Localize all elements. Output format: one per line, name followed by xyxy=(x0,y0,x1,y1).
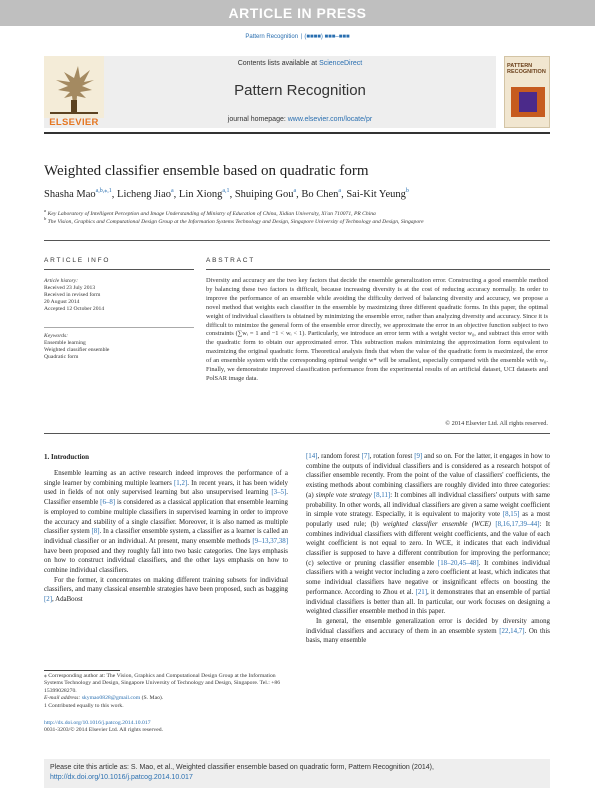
author-separator: , xyxy=(229,189,235,200)
history-accepted: Accepted 12 October 2014 xyxy=(44,306,105,312)
author-name: Lin Xiong xyxy=(178,189,223,200)
body-text: , rotation forest xyxy=(369,453,415,460)
affiliation-a-marker: a xyxy=(44,208,47,213)
paragraph xyxy=(44,469,288,576)
contents-availability xyxy=(104,60,496,67)
doi-link[interactable]: http://dx.doi.org/10.1016/j.patcog.2014.10.017 xyxy=(44,720,151,726)
body-text: , random forest xyxy=(317,453,362,460)
author-name: Bo Chen xyxy=(301,189,339,200)
citation-link[interactable]: [1,2] xyxy=(173,479,188,487)
body-text: : It combines all individual classifiers' outputs with same probability. In other words, all individual classifiers are given a same weight coefficient in simple vote strategy. Especially, it is equivalent to majority vote xyxy=(306,491,550,519)
author-name: Licheng Jiao xyxy=(117,189,171,200)
email-suffix: (S. Mao). xyxy=(140,695,164,702)
body-text: : It combines individual classifiers with different weight coefficients, and the value of each weight coefficient is not equal to zero. In WCE, it indicates that each individual classifier is supposed to have a different contribution for improving the performance; (c) selective or pruning classifier ensemble xyxy=(306,520,550,567)
emphasis-text: weighted classifier ensemble (WCE) xyxy=(383,520,491,528)
history-revised-label: Received in revised form xyxy=(44,292,101,298)
keyword: Ensemble learning xyxy=(44,340,86,346)
citation-link[interactable]: [22,14,7] xyxy=(499,627,525,635)
info-separator xyxy=(44,327,194,328)
citation-link[interactable]: [6–8] xyxy=(100,499,116,507)
footnote-rule xyxy=(44,670,120,671)
author-name: Shasha Mao xyxy=(44,189,96,200)
introduction-right-column xyxy=(306,452,550,646)
body-text: as a most popularly used rule; (b) xyxy=(306,511,550,528)
author-name: Shuiping Gou xyxy=(234,189,294,200)
citation-box xyxy=(44,759,550,788)
email-link[interactable]: skymao0828@gmail.com xyxy=(81,695,141,702)
homepage-link[interactable]: www.elsevier.com/locate/pr xyxy=(287,116,373,123)
citation-link[interactable]: [9] xyxy=(414,453,423,460)
body-text: . It combines individual classifiers with a weight vector including a zero coefficient at least, which indicates that some individual classifiers have negative or insignificant effects on boosting the performance. According to Zhou et al. xyxy=(306,559,550,596)
citation-link[interactable]: [2] xyxy=(44,596,53,604)
keyword: Weighted classifier ensemble xyxy=(44,347,110,353)
body-text: Ensemble learning as an active research indeed improves the performance of a single learner by combining multiple learners xyxy=(44,470,288,487)
journal-name: Pattern Recognition xyxy=(234,82,366,99)
abstract-rule xyxy=(206,269,550,270)
author-affiliation-marker[interactable]: a xyxy=(171,188,174,194)
issn-line: 0031-3203/© 2014 Elsevier Ltd. All rights reserved. xyxy=(44,727,163,734)
body-text: and so on. For the latter, it engages in how to combine the outputs of individual classifiers and is considered as a research hotspot of classifier ensemble recently. From the point of the value of classifiers' coefficients, the existing methods about combining classifiers are roughly divided into three categories: (a) xyxy=(306,453,550,499)
footnotes xyxy=(44,673,288,710)
author-separator: , xyxy=(341,189,347,200)
header-divider xyxy=(44,132,550,134)
introduction-left-column xyxy=(44,469,288,605)
cover-artwork xyxy=(511,87,545,117)
keyword: Quadratic form xyxy=(44,354,79,360)
citation-link[interactable]: [8,15] xyxy=(502,511,520,519)
body-text: . In a classifier ensemble system, a classifier as a learner is called an individual classifier or an individual. At present, many ensemble methods xyxy=(44,528,288,545)
author-name: Sai-Kit Yeung xyxy=(346,189,406,200)
citation-link[interactable]: [7] xyxy=(361,453,370,460)
abstract-text: Diversity and accuracy are the two key factors that decide the ensemble generalization error. Constructing a good ensemble method by balancing these two factors is difficult, because increasing diversity is at the cost of reducing accuracy normally. In order to improve the performance of an ensemble while avoiding the difficulty derived of balancing diversity and accuracy, we propose a novel method that weights each classifier in the ensemble by maximizing three different quadratic forms. In this paper, the optimal weight of individual classifiers is obtained by minimizing the ensemble error, rather than analyzing diversity and accuracy. Since it is difficult to minimize the general form of the ensemble error directly, we approximate the error in an objective function subject to two constraints (∑wᵢ = 1 and −1 < wᵢ < 1). Particularly, we introduce an error term with a weight vector w₀, and subtract this error with the quadratic form to obtain our approximated error. This subtraction makes minimizing the approximation form equivalent to maximizing the original quadratic form. Theoretical analysis finds that when the value of the quadratic form is maximized, the error of an ensemble system with the corresponding optimal weight w* will be smallest, especially compared with the ensemble with w₀. Finally, we demonstrate improved classification performance from the experimental results of an artificial dataset, UCI datasets and PolSAR image data. xyxy=(206,277,548,382)
introduction-heading: 1. Introduction xyxy=(44,453,89,461)
article-in-press-banner: ARTICLE IN PRESS xyxy=(0,0,595,26)
article-info-heading: ARTICLE INFO xyxy=(44,257,111,264)
body-text: , it demonstrates that an ensemble of partial individual classifiers is better than all. In particular, our work focuses on designing a weighted classifier ensemble method in this paper. xyxy=(306,588,550,616)
sciencedirect-link[interactable]: ScienceDirect xyxy=(319,60,363,67)
history-received: Received 23 July 2013 xyxy=(44,285,96,291)
history-label: Article history: xyxy=(44,278,79,284)
author-separator: , xyxy=(296,189,302,200)
citation-link[interactable]: [14] xyxy=(306,453,318,460)
publisher-name: ELSEVIER xyxy=(49,117,99,128)
citation-link[interactable]: [8,16,17,39–44] xyxy=(495,520,540,528)
paragraph xyxy=(306,617,550,646)
paragraph xyxy=(44,576,288,605)
abstract-divider xyxy=(44,433,550,434)
paragraph xyxy=(306,452,550,617)
author-affiliation-marker[interactable]: b xyxy=(405,188,409,194)
author-affiliation-marker[interactable]: a xyxy=(293,188,297,194)
body-text: In general, the ensemble generalization error is decided by diversity among individual classifiers and accuracy of them in an ensemble system xyxy=(306,617,550,635)
author-affiliation-marker[interactable]: a xyxy=(338,188,342,194)
affiliation-b xyxy=(44,215,550,226)
keywords xyxy=(44,333,194,361)
email-label: E-mail address: xyxy=(44,695,82,702)
citation-link[interactable]: [3–5] xyxy=(271,489,287,497)
body-text: . Classifier ensemble xyxy=(44,489,288,507)
body-text: . On this basis, many ensemble xyxy=(306,627,550,645)
author-list xyxy=(44,187,550,200)
affiliation-divider xyxy=(44,240,550,241)
affiliation-b-text: The Vision, Graphics and Computational Design Group at the Information Systems Technology and Design, Singapore University of Technology and Design, Singapore xyxy=(47,218,424,225)
article-history xyxy=(44,278,194,313)
body-text: For the former, it concentrates on making different training subsets for individual classifiers, and many classical ensemble strategies have been proposed, such as bagging xyxy=(44,576,288,594)
abstract-heading: ABSTRACT xyxy=(206,257,256,264)
history-revised-date: 20 August 2014 xyxy=(44,299,80,305)
cover-title: PATTERN RECOGNITION xyxy=(507,63,546,75)
body-text: is considered as a classical application that ensemble learning is employed to combine multiple classifiers in supervised learning in order to improve the accuracy and stability of a single classifier. Moreover, it is also named as multiple classifier system xyxy=(44,499,288,536)
contents-prefix: Contents lists available at xyxy=(237,60,320,67)
body-text: . In recent years, it has been widely used in fields of not only supervised learning but also unsupervised learning xyxy=(44,479,288,497)
journal-homepage xyxy=(104,116,496,123)
corresponding-author-note: ⁎ Corresponding author at: The Vision, Graphics and Computational Design Group at the Information Systems Technology and Design, Singapore University of Technology and Design, Singapore. Tel.: +86 15399028270. xyxy=(44,673,281,694)
copyright-notice: © 2014 Elsevier Ltd. All rights reserved. xyxy=(445,420,548,427)
article-title: Weighted classifier ensemble based on quadratic form xyxy=(44,163,369,179)
citation-text: Please cite this article as: S. Mao, et al., Weighted classifier ensemble based on quadratic form, Pattern Recognition (2014), xyxy=(50,764,434,771)
equal-contribution-note: 1 Contributed equally to this work. xyxy=(44,702,124,709)
info-rule xyxy=(44,269,194,270)
body-text: , AdaBoost xyxy=(52,596,83,604)
author-affiliation-marker[interactable]: a,1 xyxy=(222,188,230,194)
keywords-label: Keywords: xyxy=(44,333,69,339)
journal-cover xyxy=(504,56,550,128)
journal-reference[interactable]: Pattern Recognition ∣ (■■■■) ■■■–■■■ xyxy=(245,34,350,40)
citation-link[interactable]: [8,11] xyxy=(373,491,391,499)
affiliation-b-marker: b xyxy=(44,216,47,221)
citation-link[interactable]: [21] xyxy=(415,588,428,596)
author-separator: , xyxy=(111,189,118,200)
citation-link[interactable]: [9–13,37,38] xyxy=(252,537,288,545)
emphasis-text: simple vote strategy xyxy=(315,491,372,499)
author-separator: , xyxy=(173,189,179,200)
homepage-prefix: journal homepage: xyxy=(227,116,288,123)
citation-link[interactable]: [18–20,45–48] xyxy=(437,559,479,567)
body-text: have been proposed and they roughly fall into two basic categories. One lays emphasis on how to construct individual classifiers, and the other lays emphasis on how to combine individual classifiers. xyxy=(44,547,288,575)
citation-doi-link[interactable]: http://dx.doi.org/10.1016/j.patcog.2014.10.017 xyxy=(50,773,193,781)
author-affiliation-marker[interactable]: a,b,⁎,1 xyxy=(95,188,112,194)
citation-link[interactable]: [8] xyxy=(91,528,100,536)
affiliation-a-text: Key Laboratory of Intelligent Perception and Image Understanding of Ministry of Education of China, Xidian University, Xi'an 710071, PR China xyxy=(47,210,376,217)
email-line xyxy=(44,695,288,702)
doi-block xyxy=(44,720,288,735)
